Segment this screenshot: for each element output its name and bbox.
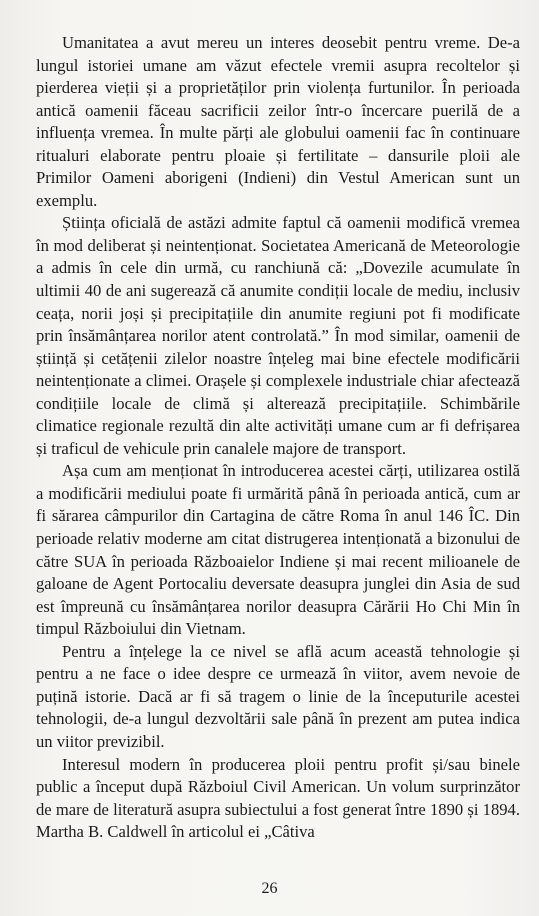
paragraph-1: Umanitatea a avut mereu un interes deosebit pentru vreme. De-a lungul istoriei umane am văzut efectele vremii asupra recoltelor și pierderea vieții și a proprietăților prin violența furtunilor. În perioada antică oamenii făceau sacrificii zeilor într-o încercare puerilă de a influența vremea. În multe părți ale globului oamenii fac în continuare ritualuri elaborate pentru ploaie și fertilitate – dansurile ploii ale Primilor Oameni aborigeni (Indieni) din Vestul American sunt un exemplu. [36,33,520,210]
paragraph-4: Pentru a înțelege la ce nivel se află acum această tehnologie și pentru a ne face o idee despre ce urmează în viitor, avem nevoie de puțină istorie. Dacă ar fi să tragem o linie de la începuturile acestei tehnologii, de-a lungul dezvoltării sale până în prezent am putea indica un viitor previzibil. [36,641,520,751]
paragraph-5: Interesul modern în producerea ploii pentru profit și/sau binele public a început după Războiul Civil American. Un volum surprinzător de mare de literatură asupra subiectului a fost generat între 1890 și 1894. Martha B. Caldwell în articolul ei „Câtiva [36,754,520,842]
body-text [36,32,520,844]
paragraph-2: Știința oficială de astăzi admite faptul că oamenii modifică vremea în mod deliberat și neintenționat. Societatea Americană de Meteorologie a admis în cele din urmă, cu ranchiună că: „Dovezile acumulate în ultimii 40 de ani sugerează că anumite condiții locale de mediu, inclusiv ceața, norii joși și precipitațiile din anumite regiuni pot fi modificate prin însămânțarea norilor atent controlată.” În mod similar, oamenii de știință și cetățenii zilelor noastre înțeleg mai bine efectele modificării neintenționate a climei. Orașele și complexele industriale chiar afectează condițiile locale de climă și alterează precipitațiile. Schimbările climatice regionale rezultă din alte activități umane cum ar fi defrișarea și traficul de vehicule prin canalele majore de transport. [36,213,520,458]
page-number: 26 [261,880,278,897]
paragraph-3: Așa cum am menționat în introducerea acestei cărți, utilizarea ostilă a modificării mediului poate fi urmărită până în perioada antică, cum ar fi sărarea câmpurilor din Cartagina de către Roma în anul 146 ÎC. Din perioade relativ moderne am citat distrugerea intenționată a bizonului de către SUA în perioada Războaielor Indiene și mai recent milioanele de galoane de Agent Portocaliu deversate deasupra junglei din Asia de sud est împreună cu însămânțarea norilor deasupra Cărării Ho Chi Min în timpul Războiului din Vietnam. [36,461,520,639]
